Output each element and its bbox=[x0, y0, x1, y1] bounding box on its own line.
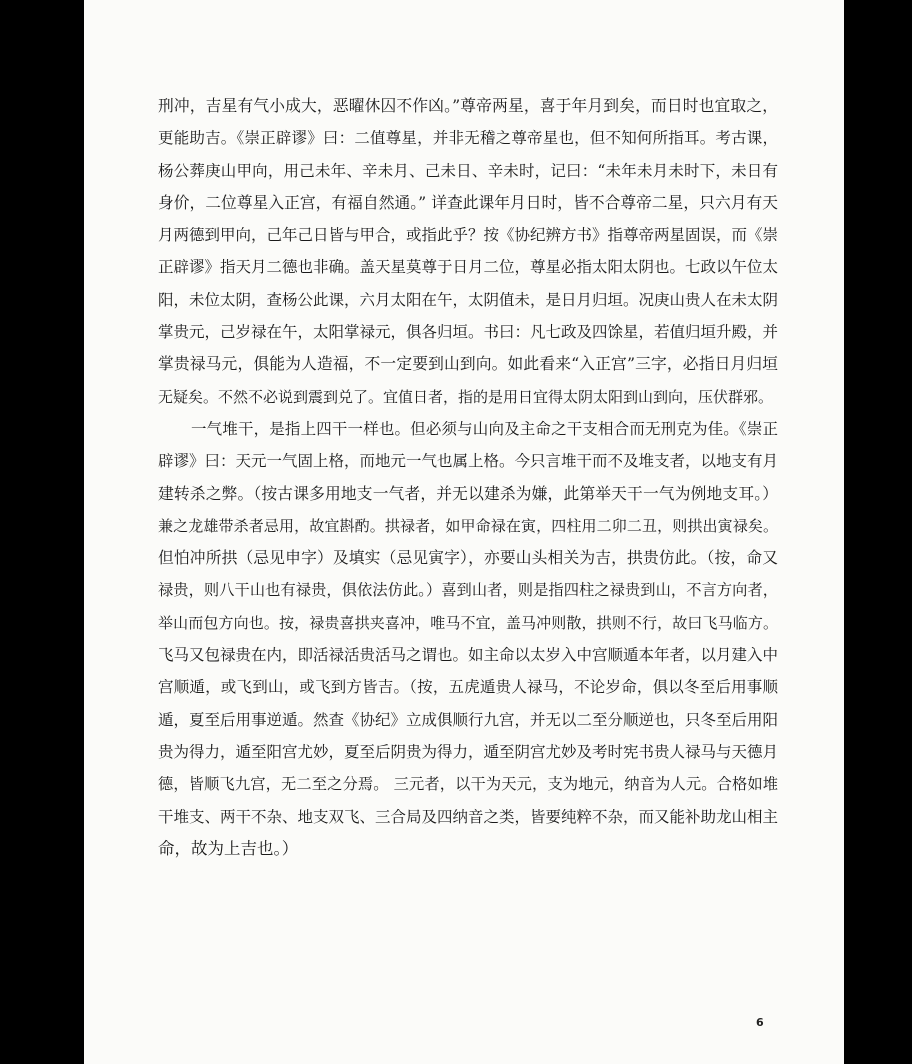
text-line: 杨公葬庚山甲向，用己未年、辛未月、己未日、辛未时，记曰：“未年未月未时下，未日有 bbox=[158, 161, 778, 180]
text-line: 举山而包方向也。按，禄贵喜拱夹喜冲，唯马不宜，盖马冲则散，拱则不行，故曰飞马临方。 bbox=[158, 613, 778, 632]
text-line: 刑冲，吉星有气小成大，恶曜休囚不作凶。”尊帝两星，喜于年月到矣，而日时也宜取之， bbox=[158, 96, 778, 115]
text-line: 辟谬》曰：天元一气固上格，而地元一气也属上格。今只言堆干而不及堆支者，以地支有月 bbox=[158, 452, 779, 471]
text-line: 更能助吉。《崇正辟谬》曰：二值尊星，并非无稽之尊帝星也，但不知何所指耳。考古课， bbox=[158, 129, 778, 148]
text-line: 无疑矣。不然不必说到震到兑了。宜值日者，指的是用日宜得太阴太阳到山到向，压伏群邪。 bbox=[158, 387, 774, 406]
book-page bbox=[84, 0, 844, 1064]
text-line: 身价，二位尊星入正宫，有福自然通。” 详查此课年月日时，皆不合尊帝二星，只六月有天 bbox=[158, 192, 778, 212]
text-line: 掌贵元，己岁禄在午，太阳掌禄元，俱各归垣。书曰：凡七政及四馀星，若值归垣升殿，并 bbox=[158, 323, 779, 342]
page-number: 6 bbox=[756, 1016, 764, 1029]
text-line: 阳，未位太阴，查杨公此课，六月太阳在午，太阴值未，是日月归垣。况庚山贵人在未太阴 bbox=[158, 290, 779, 309]
text-line: 禄贵，则八干山也有禄贵，俱依法仿此。）喜到山者，则是指四柱之禄贵到山，不言方向者， bbox=[158, 581, 778, 600]
text-line: 但怕冲所拱（忌见申字）及填实（忌见寅字），亦要山头相关为吉，拱贵仿此。（按，命又 bbox=[158, 548, 778, 568]
body-text bbox=[158, 90, 778, 865]
text-line: 干堆支、两干不杂、地支双飞、三合局及四纳音之类，皆要纯粹不杂，而又能补助龙山相主 bbox=[158, 807, 779, 826]
text-line: 德，皆顺飞九宫，无二至之分焉。 三元者，以干为天元，支为地元，纳音为人元。合格如堆 bbox=[158, 775, 778, 794]
text-line: 掌贵禄马元，俱能为人造福，不一定要到山到向。如此看来“入正宫”三字，必指日月归垣 bbox=[158, 354, 778, 374]
text-line: 贵为得力，遁至阳宫尤妙，夏至后阴贵为得力，遁至阴宫尤妙及考时宪书贵人禄马与天德月 bbox=[158, 742, 779, 761]
text-line: 命，故为上吉也。） bbox=[158, 838, 299, 858]
text-line: 遁，夏至后用事逆遁。然查《协纪》立成俱顺行九宫，并无以二至分顺逆也，只冬至后用阳 bbox=[158, 710, 779, 729]
text-line: 建转杀之弊。（按古课多用地支一气者，并无以建杀为嫌，此第举天干一气为例地支耳。） bbox=[158, 483, 778, 503]
text-line: 兼之龙雄带杀者忌用，故宜斟酌。拱禄者，如甲命禄在寅，四柱用二卯二丑，则拱出寅禄矣。 bbox=[158, 516, 778, 535]
text-line: 宫顺遁，或飞到山，或飞到方皆吉。（按，五虎遁贵人禄马，不论岁命，俱以冬至后用事顺 bbox=[158, 678, 778, 697]
paragraph-first-line: 一气堆干，是指上四干一样也。但必须与山向及主命之干支相合而无刑克为佳。《崇正 bbox=[191, 419, 778, 438]
text-line: 月两德到甲向，己年己日皆与甲合，或指此乎？按《协纪辨方书》指尊帝两星固误，而《崇 bbox=[158, 226, 779, 245]
text-line: 正辟谬》指天月二德也非确。盖天星莫尊于日月二位，尊星必指太阳太阴也。七政以午位太 bbox=[158, 258, 779, 277]
text-line: 飞马又包禄贵在内，即活禄活贵活马之谓也。如主命以太岁入中宫顺遁本年者，以月建入中 bbox=[158, 646, 779, 665]
